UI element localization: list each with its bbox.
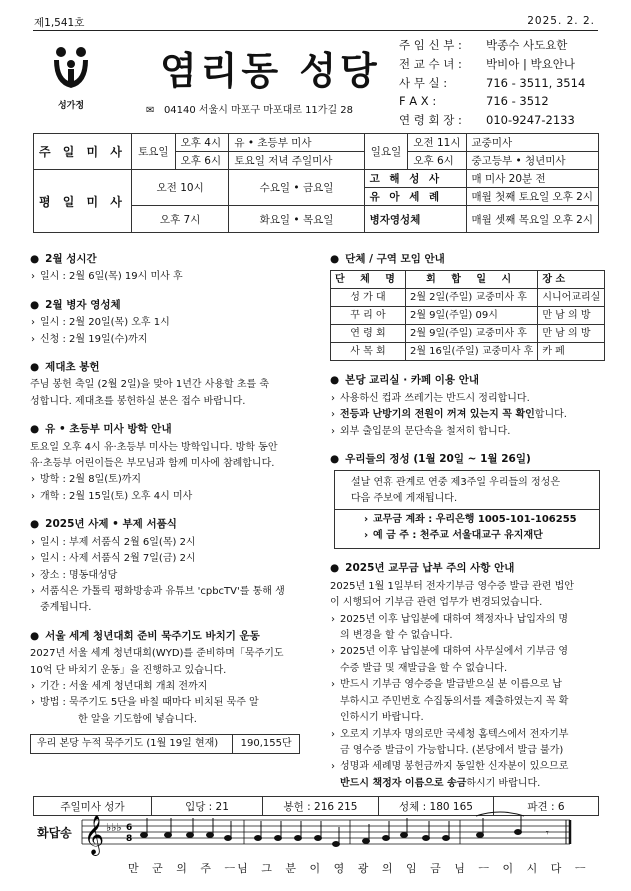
mass-schedule-table: 주 일 미 사 토요일 오후 4시 유 • 초등부 미사 일요일 오전 11시 교중미사 오후 6시 토요일 저녁 주일미사 오후 6시 중고등부 • 청년미사 평 일 미 사 오전 10시 수요일 • 금요일 고 해 성 사 매 미사 20분 전 유 아 세 례 매월 첫째 토요일 오후 2시 오후 7시 화요일 • 목요일 병자영성체 매월 셋째 목요일 오후 2시 <box>33 133 599 233</box>
parish-title: 염리동 성당 <box>160 49 381 93</box>
rosary-count: 190,155단 <box>233 735 300 754</box>
svg-text:6: 6 <box>126 823 133 833</box>
table-row: 연 령 회 2월 9일(주일) 교중미사 후 만 남 의 방 <box>331 325 605 343</box>
clergy-row: 주 임 신 부 : 박종수 사도요한 <box>399 38 568 52</box>
clergy-row: 사 무 실 : 716 - 3511, 3514 <box>399 75 586 90</box>
clergy-list <box>399 36 585 130</box>
section-title: ● 2월 병자 영성체 <box>30 297 307 313</box>
address: ✉ 04140 서울시 마포구 마포대로 11가길 28 <box>146 105 354 116</box>
section-title: ● 2월 성시간 <box>30 251 307 267</box>
section-title: ● 서울 세계 청년대회 준비 묵주기도 바치기 운동 <box>30 628 307 644</box>
music-staff-icon <box>80 806 580 858</box>
account-holder: › 예 금 주 : 천주교 서울대교구 유지재단 <box>363 528 589 544</box>
right-column: ● 단체 / 구역 모임 안내 단 체 명 회 합 일 시 장 소 성 가 대 2월 2일(주일) 교중미사 후 시니어교리실 꾸 리 아 2월 9일(주일) 09시 만 남 의 방 연 령 회 2월 9일(주일) 교중미사 후 만 남 의 방 사 목 회 2월 16일(주일) 교중미사 후 카 페 ● 본당 교리실 · 카페 이용 안내 › 사용하신 컵과 쓰레기는 반드시 정리합니다. › 전등과 난방기의 전원이 꺼져 있는지 꼭 확인합니다. › 외부 출입문의 문단속을 철저히 합니다. ● 우리들의 정성 (1월 20일 ~ 1월 26일) 설날 연휴 관계로 연중 제3주일 우리들의 정성은 다음 주보에 게재됩니다. › 교무금 계좌 : 우리은행 1005-101-106255 › 예 금 주 : 천주교 서울대교구 유지재단 ● 2025년 교무금 납부 주의 사항 안내 2025년 1월 1일부터 전자기부금 영수증 발급 관련 법안 이 시행되어 기부금 관련 업무가 변경되었습니다. › 2025년 이후 납입분에 대하여 책정자나 납입자의 명 의 변경을 할 수 없습니다. › 2025년 이후 납입분에 대하여 사무실에서 기부금 영 수증 발급 및 재발급을 할 수 없습니다. › 반드시 기부금 영수증을 발급받으실 분 이름으로 납 부하시고 주민번호 수집동의서를 제출하였는지 꼭 확 인하시기 바랍니다. › 오로지 기부자 명의로만 국세청 홈텍스에서 전자기부 금 영수증 발급이 가능합니다. (본당에서 발급 불가) › 성명과 세례명 봉헌금까지 동일한 신자분이 있으므로 반드시 책정자 이름으로 송금하시기 바랍니다. <box>330 251 600 792</box>
section-title: ● 제대초 봉헌 <box>30 359 307 375</box>
hymn-table: 주일미사 성가 입당 : 21 봉헌 : 216 215 성체 : 180 165 파견 : 6 <box>33 796 599 816</box>
issue-date: 2025. 2. 2. <box>527 15 595 27</box>
hymn-lyrics: 만 군 의 주 ㅡ님 그 분 이 영 광 의 임 금 님 ㅡ 이 시 다 ㅡ <box>128 862 588 875</box>
meeting-table: 단 체 명 회 합 일 시 장 소 성 가 대 2월 2일(주일) 교중미사 후 시니어교리실 꾸 리 아 2월 9일(주일) 09시 만 남 의 방 연 령 회 2월 9일(주일) 교중미사 후 만 남 의 방 사 목 회 2월 16일(주일) 교중미사 후 카 페 <box>330 270 605 361</box>
mail-icon: ✉ <box>146 105 155 116</box>
svg-text:♭♭♭: ♭♭♭ <box>106 821 122 834</box>
left-column: ● 2월 성시간 › 일시 : 2월 6일(목) 19시 미사 후 ● 2월 병자 영성체 › 일시 : 2월 20일(목) 오후 1시 › 신청 : 2월 19일(수)까지 ● 제대초 봉헌 주님 봉헌 축일 (2월 2일)을 맞아 1년간 사용할 초를 축 성합니다. 제대초를 봉헌하실 분은 접수 바랍니다. ● 유 • 초등부 미사 방학 안내 토요일 오후 4시 유·초등부 미사는 방학입니다. 방학 동안 유·초등부 어린이들은 부모님과 함께 미사에 참례합니다. › 방학 : 2월 8일(토)까지 › 개학 : 2월 15일(토) 오후 4시 미사 ● 2025년 사제 • 부제 서품식 › 일시 : 부제 서품식 2월 6일(목) 2시 › 일시 : 사제 서품식 2월 7일(금) 2시 › 장소 : 명동대성당 › 서품식은 가톨릭 평화방송과 유튜브 'cpbcTV'를 통해 생 중계됩니다. ● 서울 세계 청년대회 준비 묵주기도 바치기 운동 2027년 서울 세계 청년대회(WYD)를 준비하며「묵주기도 10억 단 바치기 운동」을 진행하고 있습니다. › 기간 : 서울 세계 청년대회 개최 전까지 › 방법 : 묵주기도 5단을 바칠 때마다 비치된 묵주 알 한 알을 기도함에 넣습니다. 우리 본당 누적 묵주기도 (1월 19일 현재) 190,155단 <box>30 251 307 754</box>
section-title: ● 단체 / 구역 모임 안내 <box>330 251 600 267</box>
section-title: ● 2025년 교무금 납부 주의 사항 안내 <box>330 560 600 576</box>
table-row: 성 가 대 2월 2일(주일) 교중미사 후 시니어교리실 <box>331 289 605 307</box>
table-row: 꾸 리 아 2월 9일(주일) 09시 만 남 의 방 <box>331 307 605 325</box>
bank-account: › 교무금 계좌 : 우리은행 1005-101-106255 <box>363 512 589 528</box>
weekday-mass-label: 평 일 미 사 <box>34 170 132 233</box>
clergy-row: F A X : 716 - 3512 <box>399 94 549 109</box>
issue-number: 제1,541호 <box>34 17 85 29</box>
sunday-mass-label: 주 일 미 사 <box>34 134 132 170</box>
header-divider <box>33 30 598 31</box>
clergy-row: 전 교 수 녀 : 박비아 | 박요안나 <box>399 56 575 71</box>
section-title: ● 유 • 초등부 미사 방학 안내 <box>30 421 307 437</box>
section-title: ● 우리들의 정성 (1월 20일 ~ 1월 26일) <box>330 451 600 467</box>
section-title: ● 2025년 사제 • 부제 서품식 <box>30 516 307 532</box>
response-label: 화답송 <box>37 826 72 840</box>
table-row: 사 목 회 2월 16일(주일) 교중미사 후 카 페 <box>331 343 605 361</box>
clergy-row: 연 령 회 장 : 010-9247-2133 <box>399 113 575 128</box>
svg-text:𝄾: 𝄾 <box>546 828 549 839</box>
holy-family-logo-icon <box>50 44 92 102</box>
section-title: ● 본당 교리실 · 카페 이용 안내 <box>330 372 600 388</box>
svg-text:𝄞: 𝄞 <box>84 815 105 855</box>
rosary-count-table: 우리 본당 누적 묵주기도 (1월 19일 현재) 190,155단 <box>30 734 300 754</box>
svg-text:8: 8 <box>126 834 133 844</box>
offering-box: 설날 연휴 관계로 연중 제3주일 우리들의 정성은 다음 주보에 게재됩니다. › 교무금 계좌 : 우리은행 1005-101-106255 › 예 금 주 : 천주교 서울대교구 유지재단 <box>334 470 600 549</box>
logo-caption: 성가정 <box>57 101 85 111</box>
